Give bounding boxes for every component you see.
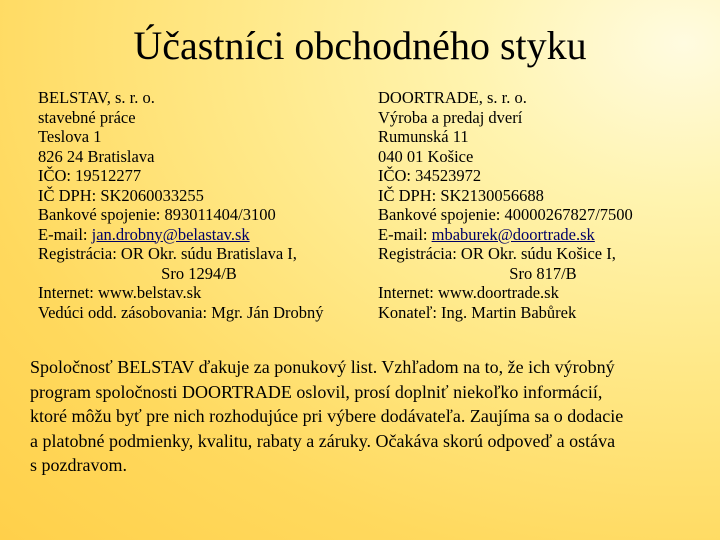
company-ico: IČO: 34523972 [378, 166, 482, 185]
company-bank: Bankové spojenie: 40000267827/7500 [378, 205, 633, 224]
company-legal-form: , s. r. o. [478, 88, 527, 107]
message-line: s pozdravom. [30, 455, 127, 475]
company-registration: Registrácia: OR Okr. súdu Košice I, [378, 244, 616, 263]
slide-title: Účastníci obchodného styku [133, 23, 587, 68]
company-bank: Bankové spojenie: 893011404/3100 [38, 205, 276, 224]
registration-number-text: Sro 817/B [509, 263, 577, 283]
email-link[interactable]: mbaburek@doortrade.sk [431, 224, 595, 244]
email-label: E-mail: [378, 224, 432, 244]
company-internet: Internet: www.belstav.sk [38, 283, 202, 302]
message-line: program spoločnosti DOORTRADE oslovil, prosí doplniť niekoľko informácií, [30, 381, 603, 402]
company-email-line [38, 225, 360, 245]
company-ic-dph: IČ DPH: SK2130056688 [378, 185, 544, 205]
message-line: a platobné podmienky, kvalitu, rabaty a záruky. Očakáva skorú odpoveď a ostáva [30, 430, 616, 451]
message-line: ktoré môžu byť pre nich rozhodujúce pri výbere dodávateľa. Zaujíma sa o dodacie [30, 406, 624, 426]
company-email-line [378, 225, 708, 245]
company-ico: IČO: 19512277 [38, 166, 142, 185]
message-paragraph [30, 355, 692, 478]
email-link[interactable]: jan.drobny@belastav.sk [91, 224, 250, 244]
company-contact: Konateľ: Ing. Martin Babůrek [378, 302, 577, 322]
company-street: Teslova 1 [38, 127, 102, 146]
message-line: Spoločnosť BELSTAV ďakuje za ponukový list. Vzhľadom na to, že ich výrobný [30, 357, 615, 377]
party-belstav [38, 88, 360, 322]
company-registration: Registrácia: OR Okr. súdu Bratislava I, [38, 244, 297, 263]
party-doortrade [378, 88, 708, 322]
company-activity: stavebné práce [38, 107, 136, 127]
company-internet: Internet: www.doortrade.sk [378, 283, 559, 302]
company-activity: Výroba a predaj dverí [378, 107, 523, 127]
registration-number-text: Sro 1294/B [161, 263, 237, 283]
company-name [38, 88, 360, 108]
company-name [378, 88, 708, 108]
company-city: 826 24 Bratislava [38, 146, 155, 166]
company-legal-form: , s. r. o. [106, 88, 155, 107]
company-contact: Vedúci odd. zásobovania: Mgr. Ján Drobný [38, 302, 324, 322]
email-label: E-mail: [38, 224, 92, 244]
company-registration-number [38, 264, 360, 284]
company-street: Rumunská 11 [378, 127, 469, 146]
company-registration-number [378, 264, 708, 284]
company-city: 040 01 Košice [378, 146, 474, 166]
company-ic-dph: IČ DPH: SK2060033255 [38, 185, 204, 205]
company-name-bold: DOORTRADE [378, 88, 479, 107]
company-name-bold: BELSTAV [38, 88, 107, 107]
